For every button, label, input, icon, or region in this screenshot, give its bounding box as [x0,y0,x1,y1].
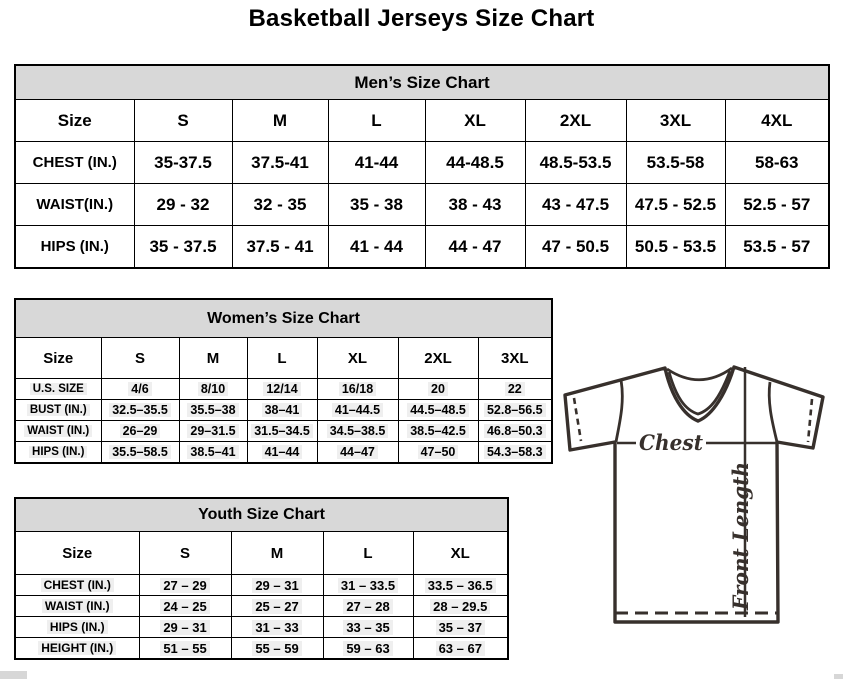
youth-columns-row [15,532,508,575]
womens-cell-2-3: 34.5–38.5 [317,421,398,442]
corner-artifact-right [834,674,843,679]
womens-column-header-4: XL [317,338,398,379]
youth-chart-title: Youth Size Chart [15,498,508,532]
youth-cell-3-3: 63 – 67 [413,638,508,660]
womens-column-header-0: Size [15,338,101,379]
womens-cell-1-2: 38–41 [247,400,317,421]
mens-column-header-3: L [328,100,425,142]
youth-row-label-3: HEIGHT (IN.) [15,638,139,660]
youth-column-header-3: L [323,532,413,575]
collar-back-curve [667,368,732,380]
womens-row-label-0: U.S. SIZE [15,379,101,400]
mens-cell-0-5: 53.5-58 [626,142,725,184]
womens-cell-1-5: 52.8–56.5 [478,400,552,421]
mens-cell-0-2: 41-44 [328,142,425,184]
youth-row-label-1: WAIST (IN.) [15,596,139,617]
youth-cell-2-2: 33 – 35 [323,617,413,638]
mens-row-label-0: CHEST (IN.) [15,142,134,184]
page-title: Basketball Jerseys Size Chart [248,5,595,32]
youth-cell-1-0: 24 – 25 [139,596,231,617]
youth-size-table [14,497,509,660]
mens-column-header-1: S [134,100,232,142]
mens-cell-1-5: 47.5 - 52.5 [626,184,725,226]
mens-cell-2-6: 53.5 - 57 [725,226,829,269]
womens-row-label-2: WAIST (IN.) [15,421,101,442]
mens-column-header-0: Size [15,100,134,142]
youth-title-row [15,498,508,532]
right-armhole-seam [769,382,777,442]
youth-cell-0-1: 29 – 31 [231,575,323,596]
youth-cell-1-3: 28 – 29.5 [413,596,508,617]
womens-cell-3-1: 38.5–41 [179,442,247,464]
youth-row-0 [15,575,508,596]
womens-row-2 [15,421,552,442]
womens-cell-2-4: 38.5–42.5 [398,421,478,442]
youth-row-3 [15,638,508,660]
youth-row-1 [15,596,508,617]
youth-column-header-0: Size [15,532,139,575]
mens-cell-0-4: 48.5-53.5 [525,142,626,184]
youth-row-label-2: HIPS (IN.) [15,617,139,638]
womens-cell-0-1: 8/10 [179,379,247,400]
womens-row-label-3: HIPS (IN.) [15,442,101,464]
youth-cell-3-0: 51 – 55 [139,638,231,660]
youth-cell-0-3: 33.5 – 36.5 [413,575,508,596]
womens-cell-0-0: 4/6 [101,379,179,400]
youth-column-header-1: S [139,532,231,575]
youth-cell-2-1: 31 – 33 [231,617,323,638]
mens-cell-2-5: 50.5 - 53.5 [626,226,725,269]
womens-cell-0-2: 12/14 [247,379,317,400]
mens-cell-1-0: 29 - 32 [134,184,232,226]
womens-cell-0-3: 16/18 [317,379,398,400]
mens-cell-0-3: 44-48.5 [425,142,525,184]
youth-cell-1-1: 25 – 27 [231,596,323,617]
mens-column-header-4: XL [425,100,525,142]
mens-cell-1-4: 43 - 47.5 [525,184,626,226]
womens-cell-2-5: 46.8–50.3 [478,421,552,442]
mens-chart-title: Men’s Size Chart [15,65,829,100]
womens-column-header-3: L [247,338,317,379]
mens-column-header-7: 4XL [725,100,829,142]
youth-cell-2-0: 29 – 31 [139,617,231,638]
left-cuff-dashed-line [574,398,581,441]
womens-row-3 [15,442,552,464]
mens-cell-1-3: 38 - 43 [425,184,525,226]
mens-cell-2-4: 47 - 50.5 [525,226,626,269]
womens-cell-1-1: 35.5–38 [179,400,247,421]
mens-row-label-1: WAIST(IN.) [15,184,134,226]
womens-column-header-5: 2XL [398,338,478,379]
mens-column-header-6: 3XL [626,100,725,142]
mens-body [15,142,829,269]
womens-column-header-2: M [179,338,247,379]
jersey-outline [565,367,823,622]
womens-cell-1-4: 44.5–48.5 [398,400,478,421]
mens-row-1 [15,184,829,226]
womens-cell-0-5: 22 [478,379,552,400]
womens-cell-2-1: 29–31.5 [179,421,247,442]
womens-cell-3-4: 47–50 [398,442,478,464]
youth-row-2 [15,617,508,638]
youth-cell-0-0: 27 – 29 [139,575,231,596]
youth-column-header-2: M [231,532,323,575]
mens-row-2 [15,226,829,269]
womens-cell-1-0: 32.5–35.5 [101,400,179,421]
mens-cell-1-1: 32 - 35 [232,184,328,226]
mens-cell-1-6: 52.5 - 57 [725,184,829,226]
womens-chart-title: Women’s Size Chart [15,299,552,338]
youth-cell-3-2: 59 – 63 [323,638,413,660]
womens-size-table [14,298,553,464]
youth-cell-3-1: 55 – 59 [231,638,323,660]
chest-label: Chest [639,430,704,455]
womens-columns-row [15,338,552,379]
youth-column-header-4: XL [413,532,508,575]
right-cuff-dashed-line [808,399,812,442]
womens-cell-3-3: 44–47 [317,442,398,464]
jersey-measurement-diagram [553,353,843,647]
youth-cell-1-2: 27 – 28 [323,596,413,617]
womens-column-header-6: 3XL [478,338,552,379]
mens-cell-1-2: 35 - 38 [328,184,425,226]
front-length-label: Front Length [728,455,753,610]
womens-row-1 [15,400,552,421]
womens-cell-3-0: 35.5–58.5 [101,442,179,464]
mens-cell-2-3: 44 - 47 [425,226,525,269]
womens-column-header-1: S [101,338,179,379]
youth-cell-2-3: 35 – 37 [413,617,508,638]
mens-cell-0-6: 58-63 [725,142,829,184]
womens-cell-2-2: 31.5–34.5 [247,421,317,442]
mens-row-label-2: HIPS (IN.) [15,226,134,269]
mens-size-table [14,64,830,269]
left-armhole-seam [616,380,622,442]
womens-cell-2-0: 26–29 [101,421,179,442]
corner-artifact-left [0,671,27,679]
mens-columns-row [15,100,829,142]
womens-cell-3-2: 41–44 [247,442,317,464]
mens-row-0 [15,142,829,184]
mens-cell-0-1: 37.5-41 [232,142,328,184]
womens-cell-1-3: 41–44.5 [317,400,398,421]
youth-cell-0-2: 31 – 33.5 [323,575,413,596]
mens-column-header-5: 2XL [525,100,626,142]
womens-cell-3-5: 54.3–58.3 [478,442,552,464]
mens-cell-0-0: 35-37.5 [134,142,232,184]
womens-row-label-1: BUST (IN.) [15,400,101,421]
mens-column-header-2: M [232,100,328,142]
womens-title-row [15,299,552,338]
womens-cell-0-4: 20 [398,379,478,400]
youth-row-label-0: CHEST (IN.) [15,575,139,596]
womens-body [15,379,552,464]
womens-row-0 [15,379,552,400]
collar-inner-v [669,371,730,414]
youth-body [15,575,508,660]
mens-cell-2-2: 41 - 44 [328,226,425,269]
mens-cell-2-0: 35 - 37.5 [134,226,232,269]
mens-cell-2-1: 37.5 - 41 [232,226,328,269]
mens-title-row [15,65,829,100]
